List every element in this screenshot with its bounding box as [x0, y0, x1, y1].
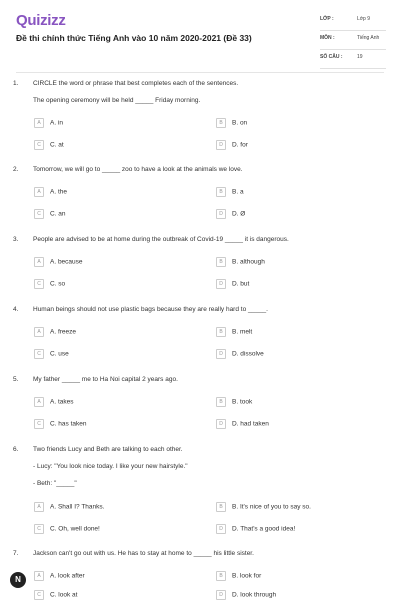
option-letter: D [216, 590, 226, 600]
option-text: A. takes [50, 398, 74, 406]
question-text: - Lucy: "You look nice today. I like your new hairstyle." [33, 463, 188, 470]
option-text: C. at [50, 141, 64, 149]
question-text: The opening ceremony will be held _____ Friday morning. [33, 97, 201, 104]
option-letter: A [34, 327, 44, 337]
floating-nav-button[interactable]: N [10, 572, 26, 588]
option-letter: A [34, 397, 44, 407]
meta-value: Lớp 9 [357, 16, 371, 22]
option-letter: D [216, 209, 226, 219]
option-d[interactable] [216, 524, 295, 534]
page-header [0, 0, 400, 68]
meta-info [320, 12, 386, 69]
option-text: B. took [232, 398, 253, 406]
meta-row-subject [320, 31, 386, 50]
option-letter: B [216, 118, 226, 128]
option-letter: A [34, 118, 44, 128]
option-letter: C [34, 140, 44, 150]
option-c[interactable] [34, 349, 69, 359]
option-d[interactable] [216, 590, 276, 600]
option-b[interactable] [216, 327, 252, 337]
option-letter: A [34, 257, 44, 267]
question-number: 7. [13, 550, 19, 557]
option-d[interactable] [216, 140, 248, 150]
option-a[interactable] [34, 502, 104, 512]
question-text: My father _____ me to Ha Noi capital 2 years ago. [33, 376, 178, 383]
option-text: D. look through [232, 591, 277, 599]
option-text: C. Oh, well done! [50, 525, 100, 533]
option-letter: C [34, 279, 44, 289]
meta-row-count [320, 50, 386, 69]
option-a[interactable] [34, 118, 63, 128]
option-letter: D [216, 524, 226, 534]
quizizz-logo: Quizizz [16, 12, 66, 29]
meta-label: MÔN : [320, 35, 335, 41]
question-text: Human beings should not use plastic bags because they are really hard to _____. [33, 306, 268, 313]
option-letter: B [216, 327, 226, 337]
option-letter: A [34, 502, 44, 512]
question-number: 2. [13, 166, 19, 173]
option-letter: A [34, 571, 44, 581]
option-letter: A [34, 187, 44, 197]
option-text: C. so [50, 280, 66, 288]
meta-label: LỚP : [320, 16, 334, 22]
option-text: B. look for [232, 572, 262, 580]
question-text: Jackson can't go out with us. He has to stay at home to _____ his little sister. [33, 550, 254, 557]
option-text: D. Ø [232, 210, 246, 218]
option-b[interactable] [216, 502, 311, 512]
option-text: B. on [232, 119, 248, 127]
question-text: People are advised to be at home during the outbreak of Covid-19 _____ it is dangerous. [33, 236, 289, 243]
option-c[interactable] [34, 140, 64, 150]
option-b[interactable] [216, 397, 252, 407]
option-letter: B [216, 257, 226, 267]
option-letter: D [216, 140, 226, 150]
option-text: A. the [50, 188, 67, 196]
option-text: B. a [232, 188, 244, 196]
meta-value: 19 [357, 54, 363, 60]
option-c[interactable] [34, 524, 100, 534]
option-letter: D [216, 419, 226, 429]
option-text: C. look at [50, 591, 78, 599]
option-text: D. dissolve [232, 350, 264, 358]
option-text: B. although [232, 258, 265, 266]
option-d[interactable] [216, 279, 249, 289]
option-letter: B [216, 502, 226, 512]
option-text: A. freeze [50, 328, 77, 336]
option-c[interactable] [34, 590, 77, 600]
question-number: 3. [13, 236, 19, 243]
option-text: D. had taken [232, 420, 269, 428]
option-letter: C [34, 590, 44, 600]
option-a[interactable] [34, 397, 73, 407]
question-text: Tomorrow, we will go to _____ zoo to have a look at the animals we love. [33, 166, 243, 173]
option-letter: C [34, 419, 44, 429]
question-number: 1. [13, 80, 19, 87]
header-divider [16, 72, 384, 73]
option-d[interactable] [216, 419, 269, 429]
option-letter: D [216, 279, 226, 289]
option-text: D. for [232, 141, 248, 149]
option-a[interactable] [34, 187, 67, 197]
option-text: A. because [50, 258, 83, 266]
option-text: A. in [50, 119, 64, 127]
option-letter: B [216, 187, 226, 197]
option-d[interactable] [216, 349, 264, 359]
option-letter: C [34, 209, 44, 219]
option-text: B. melt [232, 328, 253, 336]
meta-row-class [320, 12, 386, 31]
question-text: - Beth: "_____" [33, 480, 77, 487]
option-a[interactable] [34, 257, 83, 267]
option-b[interactable] [216, 571, 261, 581]
option-d[interactable] [216, 209, 245, 219]
option-text: C. has taken [50, 420, 87, 428]
question-text: Two friends Lucy and Beth are talking to each other. [33, 446, 183, 453]
question-number: 5. [13, 376, 19, 383]
option-c[interactable] [34, 209, 66, 219]
option-text: D. That's a good idea! [232, 525, 296, 533]
option-letter: C [34, 524, 44, 534]
option-text: A. Shall I? Thanks. [50, 503, 105, 511]
meta-label: SỐ CÂU : [320, 54, 343, 60]
option-letter: D [216, 349, 226, 359]
option-text: B. It's nice of you to say so. [232, 503, 311, 511]
option-a[interactable] [34, 571, 85, 581]
option-b[interactable] [216, 118, 247, 128]
option-b[interactable] [216, 187, 244, 197]
option-c[interactable] [34, 279, 65, 289]
question-number: 6. [13, 446, 19, 453]
option-text: C. an [50, 210, 66, 218]
document-title: Đề thi chính thức Tiếng Anh vào 10 năm 2020-2021 (Đề 33) [16, 33, 252, 43]
option-text: D. but [232, 280, 250, 288]
option-b[interactable] [216, 257, 265, 267]
meta-value: Tiếng Anh [357, 35, 380, 41]
question-text: CIRCLE the word or phrase that best completes each of the sentences. [33, 80, 239, 87]
option-letter: B [216, 397, 226, 407]
option-text: C. use [50, 350, 69, 358]
question-number: 4. [13, 306, 19, 313]
option-a[interactable] [34, 327, 76, 337]
option-letter: B [216, 571, 226, 581]
option-c[interactable] [34, 419, 87, 429]
option-letter: C [34, 349, 44, 359]
option-text: A. look after [50, 572, 85, 580]
